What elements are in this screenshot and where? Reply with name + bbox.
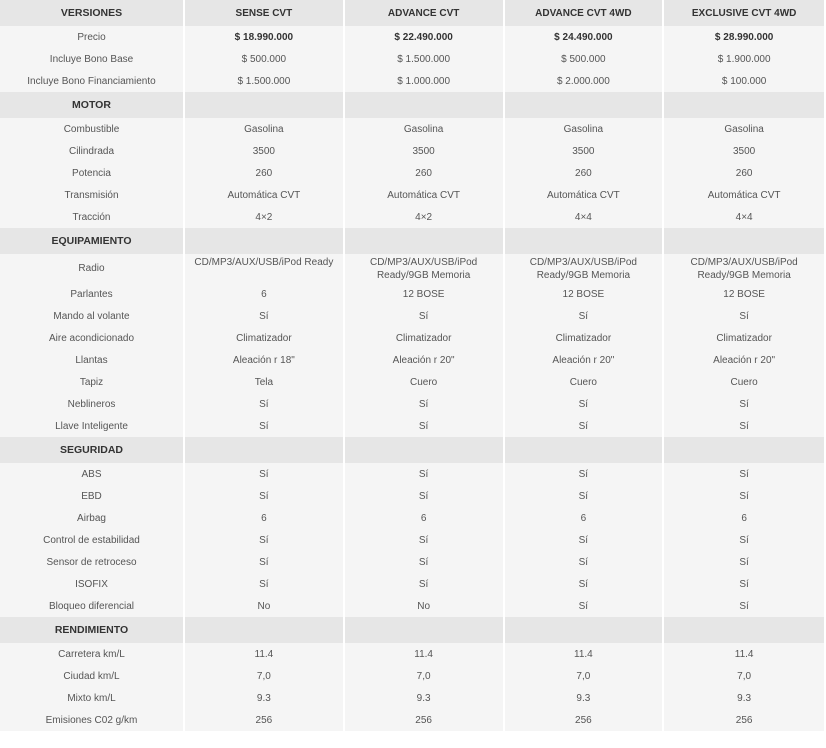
table-cell: 6 [345, 507, 505, 529]
header-label: VERSIONES [0, 0, 185, 26]
table-cell: Sí [345, 573, 505, 595]
section-spacer-cell [664, 617, 824, 643]
table-cell: CD/MP3/AUX/USB/iPod Ready/9GB Memoria [345, 254, 505, 283]
table-cell: 9.3 [505, 687, 665, 709]
table-row [0, 485, 824, 507]
table-cell: 256 [185, 709, 345, 731]
table-row [0, 305, 824, 327]
row-label-emisiones-c02-g-km: Emisiones C02 g/km [0, 709, 185, 731]
table-cell: 260 [185, 162, 345, 184]
table-cell: Aleación r 20" [664, 349, 824, 371]
column-exclusive-cvt-4wd: EXCLUSIVE CVT 4WD [664, 0, 824, 26]
table-cell: Sí [185, 463, 345, 485]
table-cell: Climatizador [664, 327, 824, 349]
table-row [0, 327, 824, 349]
table-cell: 260 [505, 162, 665, 184]
table-cell: Aleación r 20" [505, 349, 665, 371]
table-row [0, 206, 824, 228]
table-row [0, 371, 824, 393]
column-advance-cvt: ADVANCE CVT [345, 0, 505, 26]
table-cell: 4×4 [505, 206, 665, 228]
table-cell: $ 22.490.000 [345, 26, 505, 48]
row-label-incluye-bono-financiamiento: Incluye Bono Financiamiento [0, 70, 185, 92]
table-header-row [0, 0, 824, 26]
table-cell: 3500 [185, 140, 345, 162]
table-cell: Sí [505, 529, 665, 551]
table-cell: 256 [664, 709, 824, 731]
table-cell: No [185, 595, 345, 617]
table-cell: 7,0 [505, 665, 665, 687]
table-cell: 256 [505, 709, 665, 731]
table-cell: $ 500.000 [505, 48, 665, 70]
section-spacer-cell [664, 92, 824, 118]
section-spacer-cell [185, 437, 345, 463]
table-cell: 3500 [345, 140, 505, 162]
table-cell: Gasolina [505, 118, 665, 140]
table-cell: Automática CVT [345, 184, 505, 206]
row-label-isofix: ISOFIX [0, 573, 185, 595]
table-cell: 3500 [505, 140, 665, 162]
table-cell: 4×4 [664, 206, 824, 228]
table-cell: 12 BOSE [345, 283, 505, 305]
table-cell: Sí [505, 305, 665, 327]
row-label-llave-inteligente: Llave Inteligente [0, 415, 185, 437]
section-header-rendimiento [0, 617, 824, 643]
section-spacer-cell [664, 228, 824, 254]
row-label-sensor-de-retroceso: Sensor de retroceso [0, 551, 185, 573]
table-cell: 9.3 [664, 687, 824, 709]
row-label-control-de-estabilidad: Control de estabilidad [0, 529, 185, 551]
table-cell: 260 [345, 162, 505, 184]
table-cell: Sí [505, 551, 665, 573]
row-label-bloqueo-diferencial: Bloqueo diferencial [0, 595, 185, 617]
section-spacer-cell [185, 228, 345, 254]
table-cell: Sí [664, 393, 824, 415]
table-cell: 6 [185, 507, 345, 529]
row-label-parlantes: Parlantes [0, 283, 185, 305]
table-cell: $ 1.500.000 [185, 70, 345, 92]
table-row [0, 665, 824, 687]
table-cell: 3500 [664, 140, 824, 162]
table-cell: Sí [505, 463, 665, 485]
section-spacer-cell [505, 92, 665, 118]
table-cell: $ 18.990.000 [185, 26, 345, 48]
row-label-aire-acondicionado: Aire acondicionado [0, 327, 185, 349]
table-cell: Sí [664, 529, 824, 551]
row-label-potencia: Potencia [0, 162, 185, 184]
table-cell: Sí [345, 393, 505, 415]
table-cell: Sí [185, 529, 345, 551]
section-header-motor [0, 92, 824, 118]
table-cell: Sí [185, 393, 345, 415]
table-row [0, 70, 824, 92]
table-row [0, 118, 824, 140]
table-cell: Sí [664, 485, 824, 507]
table-row [0, 393, 824, 415]
table-cell: 6 [505, 507, 665, 529]
table-cell: Gasolina [185, 118, 345, 140]
table-cell: Gasolina [664, 118, 824, 140]
row-label-precio: Precio [0, 26, 185, 48]
section-header-equipamiento [0, 228, 824, 254]
section-spacer-cell [505, 228, 665, 254]
table-cell: Sí [664, 463, 824, 485]
row-label-ciudad-km-l: Ciudad km/L [0, 665, 185, 687]
table-cell: Sí [664, 595, 824, 617]
row-label-cilindrada: Cilindrada [0, 140, 185, 162]
table-cell: Cuero [664, 371, 824, 393]
table-row [0, 283, 824, 305]
table-cell: CD/MP3/AUX/USB/iPod Ready/9GB Memoria [664, 254, 824, 283]
table-cell: 9.3 [185, 687, 345, 709]
table-row [0, 643, 824, 665]
section-title: EQUIPAMIENTO [0, 228, 185, 254]
table-cell: Climatizador [505, 327, 665, 349]
table-cell: $ 2.000.000 [505, 70, 665, 92]
section-header-seguridad [0, 437, 824, 463]
section-spacer-cell [345, 437, 505, 463]
table-cell: Tela [185, 371, 345, 393]
table-cell: Automática CVT [664, 184, 824, 206]
table-cell: $ 500.000 [185, 48, 345, 70]
table-row [0, 26, 824, 48]
section-spacer-cell [345, 228, 505, 254]
table-row [0, 463, 824, 485]
table-cell: 256 [345, 709, 505, 731]
table-cell: 4×2 [345, 206, 505, 228]
row-label-radio: Radio [0, 254, 185, 283]
table-cell: $ 24.490.000 [505, 26, 665, 48]
section-title: RENDIMIENTO [0, 617, 185, 643]
row-label-mixto-km-l: Mixto km/L [0, 687, 185, 709]
table-cell: Sí [505, 573, 665, 595]
row-label-tapiz: Tapiz [0, 371, 185, 393]
table-cell: 7,0 [185, 665, 345, 687]
table-cell: 12 BOSE [505, 283, 665, 305]
table-cell: 11.4 [505, 643, 665, 665]
table-row [0, 415, 824, 437]
table-cell: 11.4 [345, 643, 505, 665]
row-label-airbag: Airbag [0, 507, 185, 529]
section-title: SEGURIDAD [0, 437, 185, 463]
table-cell: Sí [505, 415, 665, 437]
table-cell: Sí [345, 415, 505, 437]
row-label-transmision: Transmisión [0, 184, 185, 206]
table-row [0, 184, 824, 206]
table-cell: No [345, 595, 505, 617]
section-title: MOTOR [0, 92, 185, 118]
table-cell: Climatizador [185, 327, 345, 349]
table-cell: Sí [664, 305, 824, 327]
table-cell: 11.4 [185, 643, 345, 665]
table-cell: Cuero [345, 371, 505, 393]
table-cell: 4×2 [185, 206, 345, 228]
table-cell: Cuero [505, 371, 665, 393]
row-label-mando-al-volante: Mando al volante [0, 305, 185, 327]
column-advance-cvt-4wd: ADVANCE CVT 4WD [505, 0, 665, 26]
table-cell: Climatizador [345, 327, 505, 349]
table-cell: Sí [664, 415, 824, 437]
table-cell: 260 [664, 162, 824, 184]
table-row [0, 595, 824, 617]
row-label-neblineros: Neblineros [0, 393, 185, 415]
table-cell: 6 [185, 283, 345, 305]
table-cell: 11.4 [664, 643, 824, 665]
table-cell: Automática CVT [185, 184, 345, 206]
row-label-carretera-km-l: Carretera km/L [0, 643, 185, 665]
table-row [0, 687, 824, 709]
table-cell: Sí [185, 415, 345, 437]
table-cell: Aleación r 18" [185, 349, 345, 371]
table-cell: 7,0 [345, 665, 505, 687]
row-label-ebd: EBD [0, 485, 185, 507]
table-cell: Sí [505, 595, 665, 617]
table-cell: 7,0 [664, 665, 824, 687]
table-row [0, 507, 824, 529]
row-label-incluye-bono-base: Incluye Bono Base [0, 48, 185, 70]
table-cell: $ 1.000.000 [345, 70, 505, 92]
table-row [0, 573, 824, 595]
table-cell: Sí [185, 305, 345, 327]
section-spacer-cell [345, 92, 505, 118]
table-row [0, 48, 824, 70]
table-cell: CD/MP3/AUX/USB/iPod Ready/9GB Memoria [505, 254, 665, 283]
section-spacer-cell [345, 617, 505, 643]
row-label-llantas: Llantas [0, 349, 185, 371]
table-row [0, 349, 824, 371]
table-cell: Sí [505, 485, 665, 507]
column-sense-cvt: SENSE CVT [185, 0, 345, 26]
table-cell: Sí [185, 485, 345, 507]
table-cell: Sí [345, 551, 505, 573]
table-cell: 12 BOSE [664, 283, 824, 305]
table-cell: $ 1.900.000 [664, 48, 824, 70]
table-cell: Sí [185, 551, 345, 573]
section-spacer-cell [185, 92, 345, 118]
table-cell: Sí [345, 463, 505, 485]
row-label-traccion: Tracción [0, 206, 185, 228]
table-row [0, 551, 824, 573]
table-cell: $ 100.000 [664, 70, 824, 92]
table-cell: $ 28.990.000 [664, 26, 824, 48]
table-cell: $ 1.500.000 [345, 48, 505, 70]
table-cell: 6 [664, 507, 824, 529]
row-label-combustible: Combustible [0, 118, 185, 140]
table-row [0, 140, 824, 162]
table-cell: Sí [185, 573, 345, 595]
table-cell: Aleación r 20" [345, 349, 505, 371]
table-cell: 9.3 [345, 687, 505, 709]
section-spacer-cell [505, 617, 665, 643]
table-cell: Sí [664, 573, 824, 595]
table-row [0, 529, 824, 551]
table-cell: Sí [664, 551, 824, 573]
section-spacer-cell [185, 617, 345, 643]
table-cell: Sí [345, 529, 505, 551]
table-cell: Gasolina [345, 118, 505, 140]
table-cell: Automática CVT [505, 184, 665, 206]
table-cell: Sí [345, 485, 505, 507]
row-label-abs: ABS [0, 463, 185, 485]
table-row [0, 162, 824, 184]
section-spacer-cell [505, 437, 665, 463]
table-cell: Sí [505, 393, 665, 415]
table-row [0, 254, 824, 283]
table-row [0, 709, 824, 731]
section-spacer-cell [664, 437, 824, 463]
table-cell: CD/MP3/AUX/USB/iPod Ready [185, 254, 345, 283]
table-cell: Sí [345, 305, 505, 327]
